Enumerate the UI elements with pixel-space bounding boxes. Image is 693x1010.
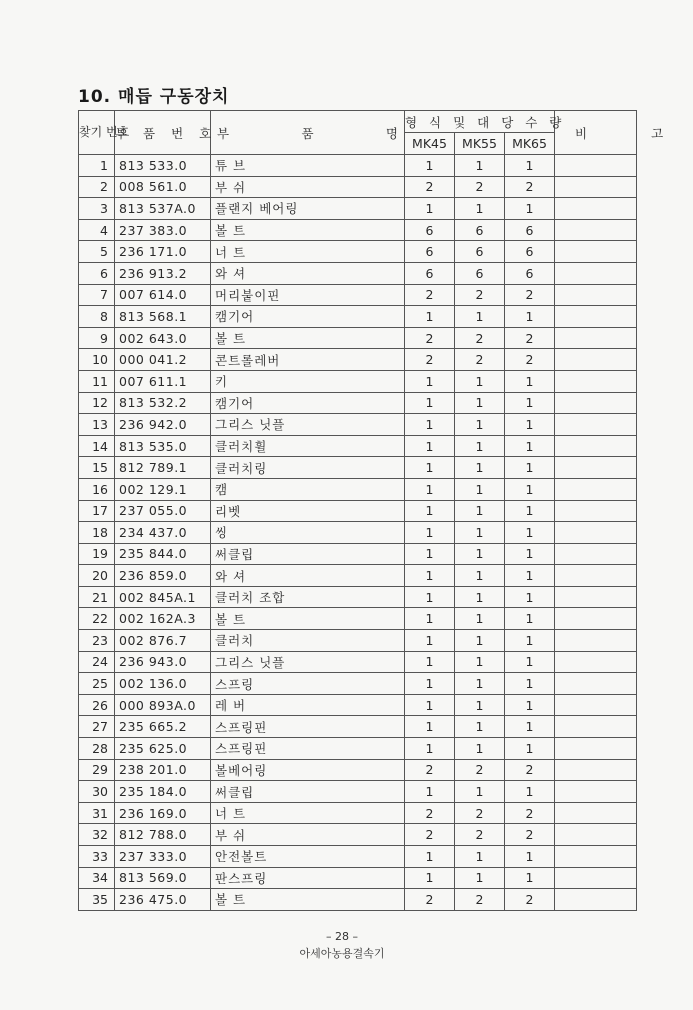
part-number-cell: 000 041.2	[115, 349, 211, 371]
remarks-cell	[555, 349, 637, 371]
remarks-cell	[555, 241, 637, 263]
part-number-cell: 237 333.0	[115, 846, 211, 868]
header-model-mk55: MK55	[455, 133, 505, 155]
qty-mk55-cell: 1	[455, 500, 505, 522]
qty-mk65-cell: 1	[505, 198, 555, 220]
find-number-cell: 22	[79, 608, 115, 630]
remarks-cell	[555, 867, 637, 889]
part-name-cell: 볼 트	[211, 608, 405, 630]
find-number-cell: 34	[79, 867, 115, 889]
part-name-cell: 와 셔	[211, 262, 405, 284]
find-number-cell: 12	[79, 392, 115, 414]
qty-mk55-cell: 6	[455, 241, 505, 263]
part-number-cell: 007 614.0	[115, 284, 211, 306]
qty-mk55-cell: 1	[455, 694, 505, 716]
part-number-cell: 002 129.1	[115, 478, 211, 500]
part-name-cell: 판스프링	[211, 867, 405, 889]
remarks-cell	[555, 694, 637, 716]
qty-mk55-cell: 1	[455, 478, 505, 500]
part-name-cell: 튜 브	[211, 155, 405, 177]
find-number-cell: 19	[79, 543, 115, 565]
table-row	[79, 478, 637, 500]
part-number-cell: 000 893A.0	[115, 694, 211, 716]
table-row	[79, 176, 637, 198]
part-number-cell: 813 533.0	[115, 155, 211, 177]
qty-mk65-cell: 1	[505, 867, 555, 889]
remarks-cell	[555, 738, 637, 760]
qty-mk45-cell: 1	[405, 500, 455, 522]
find-number-cell: 27	[79, 716, 115, 738]
qty-mk65-cell: 1	[505, 370, 555, 392]
parts-table-body	[79, 155, 637, 911]
part-number-cell: 238 201.0	[115, 759, 211, 781]
remarks-cell	[555, 392, 637, 414]
find-number-cell: 26	[79, 694, 115, 716]
qty-mk55-cell: 1	[455, 867, 505, 889]
qty-mk45-cell: 1	[405, 651, 455, 673]
qty-mk55-cell: 1	[455, 565, 505, 587]
qty-mk65-cell: 1	[505, 435, 555, 457]
remarks-cell	[555, 586, 637, 608]
table-row	[79, 630, 637, 652]
qty-mk65-cell: 1	[505, 565, 555, 587]
remarks-cell	[555, 500, 637, 522]
remarks-cell	[555, 478, 637, 500]
find-number-cell: 14	[79, 435, 115, 457]
qty-mk65-cell: 1	[505, 738, 555, 760]
table-row	[79, 327, 637, 349]
qty-mk55-cell: 1	[455, 738, 505, 760]
remarks-cell	[555, 781, 637, 803]
part-name-cell: 씽	[211, 522, 405, 544]
part-name-cell: 클러치링	[211, 457, 405, 479]
qty-mk65-cell: 2	[505, 759, 555, 781]
qty-mk45-cell: 1	[405, 370, 455, 392]
qty-mk55-cell: 1	[455, 414, 505, 436]
find-number-cell: 35	[79, 889, 115, 911]
find-number-cell: 15	[79, 457, 115, 479]
qty-mk45-cell: 2	[405, 284, 455, 306]
remarks-cell	[555, 802, 637, 824]
part-name-cell: 리벳	[211, 500, 405, 522]
part-number-cell: 236 942.0	[115, 414, 211, 436]
qty-mk65-cell: 2	[505, 284, 555, 306]
table-row	[79, 889, 637, 911]
table-row	[79, 457, 637, 479]
part-number-cell: 236 475.0	[115, 889, 211, 911]
remarks-cell	[555, 155, 637, 177]
table-row	[79, 198, 637, 220]
part-name-cell: 캠	[211, 478, 405, 500]
part-name-cell: 볼 트	[211, 219, 405, 241]
qty-mk55-cell: 1	[455, 846, 505, 868]
qty-mk45-cell: 2	[405, 349, 455, 371]
qty-mk55-cell: 6	[455, 262, 505, 284]
part-number-cell: 236 169.0	[115, 802, 211, 824]
qty-mk65-cell: 6	[505, 262, 555, 284]
part-number-cell: 236 859.0	[115, 565, 211, 587]
qty-mk65-cell: 1	[505, 306, 555, 328]
table-row	[79, 802, 637, 824]
remarks-cell	[555, 306, 637, 328]
table-row	[79, 673, 637, 695]
part-number-cell: 008 561.0	[115, 176, 211, 198]
qty-mk55-cell: 1	[455, 716, 505, 738]
remarks-cell	[555, 759, 637, 781]
qty-mk55-cell: 1	[455, 370, 505, 392]
qty-mk65-cell: 1	[505, 608, 555, 630]
table-row	[79, 608, 637, 630]
qty-mk65-cell: 2	[505, 889, 555, 911]
part-name-cell: 레 버	[211, 694, 405, 716]
part-name-cell: 볼베어링	[211, 759, 405, 781]
header-part-number: 부 품 번 호	[115, 111, 211, 155]
table-row	[79, 846, 637, 868]
remarks-cell	[555, 889, 637, 911]
remarks-cell	[555, 414, 637, 436]
remarks-cell	[555, 522, 637, 544]
table-row	[79, 370, 637, 392]
table-row	[79, 867, 637, 889]
part-number-cell: 235 184.0	[115, 781, 211, 803]
table-row	[79, 824, 637, 846]
part-name-cell: 플랜지 베어링	[211, 198, 405, 220]
find-number-cell: 28	[79, 738, 115, 760]
part-name-cell: 캠기어	[211, 392, 405, 414]
qty-mk55-cell: 2	[455, 176, 505, 198]
qty-mk55-cell: 2	[455, 824, 505, 846]
qty-mk45-cell: 1	[405, 457, 455, 479]
qty-mk55-cell: 1	[455, 781, 505, 803]
qty-mk55-cell: 6	[455, 219, 505, 241]
part-name-cell: 클러치	[211, 630, 405, 652]
part-number-cell: 002 876.7	[115, 630, 211, 652]
part-name-cell: 스프링핀	[211, 716, 405, 738]
header-model-mk65: MK65	[505, 133, 555, 155]
part-name-cell: 볼 트	[211, 889, 405, 911]
part-name-cell: 스프링	[211, 673, 405, 695]
table-row	[79, 500, 637, 522]
qty-mk45-cell: 1	[405, 586, 455, 608]
table-row	[79, 155, 637, 177]
qty-mk45-cell: 1	[405, 716, 455, 738]
qty-mk55-cell: 1	[455, 155, 505, 177]
qty-mk65-cell: 1	[505, 846, 555, 868]
qty-mk45-cell: 2	[405, 176, 455, 198]
qty-mk55-cell: 2	[455, 284, 505, 306]
header-part-name-mid: 품	[301, 125, 314, 141]
find-number-cell: 8	[79, 306, 115, 328]
table-row	[79, 284, 637, 306]
part-number-cell: 237 055.0	[115, 500, 211, 522]
find-number-cell: 31	[79, 802, 115, 824]
qty-mk65-cell: 6	[505, 219, 555, 241]
part-number-cell: 002 845A.1	[115, 586, 211, 608]
part-number-cell: 235 625.0	[115, 738, 211, 760]
table-row	[79, 781, 637, 803]
qty-mk55-cell: 1	[455, 651, 505, 673]
qty-mk55-cell: 1	[455, 608, 505, 630]
qty-mk65-cell: 1	[505, 414, 555, 436]
header-find-no: 찾기 번호	[79, 111, 115, 155]
remarks-cell	[555, 262, 637, 284]
qty-mk55-cell: 1	[455, 586, 505, 608]
qty-mk65-cell: 1	[505, 781, 555, 803]
qty-mk45-cell: 6	[405, 262, 455, 284]
qty-mk55-cell: 2	[455, 759, 505, 781]
find-number-cell: 21	[79, 586, 115, 608]
remarks-cell	[555, 219, 637, 241]
table-row	[79, 543, 637, 565]
part-name-cell: 너 트	[211, 802, 405, 824]
qty-mk65-cell: 1	[505, 522, 555, 544]
remarks-cell	[555, 565, 637, 587]
part-number-cell: 002 643.0	[115, 327, 211, 349]
find-number-cell: 7	[79, 284, 115, 306]
qty-mk65-cell: 2	[505, 327, 555, 349]
qty-mk55-cell: 2	[455, 802, 505, 824]
part-name-cell: 볼 트	[211, 327, 405, 349]
qty-mk55-cell: 1	[455, 543, 505, 565]
remarks-cell	[555, 846, 637, 868]
remarks-cell	[555, 457, 637, 479]
qty-mk45-cell: 2	[405, 327, 455, 349]
table-row	[79, 759, 637, 781]
part-name-cell: 와 셔	[211, 565, 405, 587]
part-number-cell: 002 136.0	[115, 673, 211, 695]
part-number-cell: 237 383.0	[115, 219, 211, 241]
part-number-cell: 236 913.2	[115, 262, 211, 284]
qty-mk55-cell: 1	[455, 522, 505, 544]
qty-mk45-cell: 6	[405, 241, 455, 263]
remarks-cell	[555, 284, 637, 306]
find-number-cell: 20	[79, 565, 115, 587]
qty-mk55-cell: 1	[455, 435, 505, 457]
find-number-cell: 10	[79, 349, 115, 371]
qty-mk45-cell: 1	[405, 543, 455, 565]
table-row	[79, 694, 637, 716]
qty-mk65-cell: 1	[505, 651, 555, 673]
table-row	[79, 565, 637, 587]
part-name-cell: 캠기어	[211, 306, 405, 328]
find-number-cell: 5	[79, 241, 115, 263]
part-name-cell: 머리붙이핀	[211, 284, 405, 306]
remarks-cell	[555, 608, 637, 630]
qty-mk45-cell: 2	[405, 824, 455, 846]
remarks-cell	[555, 327, 637, 349]
table-row	[79, 306, 637, 328]
qty-mk65-cell: 1	[505, 500, 555, 522]
remarks-cell	[555, 543, 637, 565]
find-number-cell: 1	[79, 155, 115, 177]
section-title: 10. 매듭 구동장치	[78, 87, 230, 107]
qty-mk45-cell: 1	[405, 781, 455, 803]
qty-mk55-cell: 2	[455, 889, 505, 911]
qty-mk45-cell: 1	[405, 867, 455, 889]
part-name-cell: 클러치 조합	[211, 586, 405, 608]
part-number-cell: 235 844.0	[115, 543, 211, 565]
find-number-cell: 13	[79, 414, 115, 436]
part-name-cell: 너 트	[211, 241, 405, 263]
qty-mk45-cell: 1	[405, 846, 455, 868]
part-number-cell: 813 537A.0	[115, 198, 211, 220]
part-number-cell: 813 569.0	[115, 867, 211, 889]
part-number-cell: 002 162A.3	[115, 608, 211, 630]
part-number-cell: 813 568.1	[115, 306, 211, 328]
qty-mk65-cell: 2	[505, 824, 555, 846]
table-row	[79, 586, 637, 608]
part-name-cell: 클러치휠	[211, 435, 405, 457]
qty-mk65-cell: 1	[505, 155, 555, 177]
part-name-cell: 부 쉬	[211, 176, 405, 198]
part-number-cell: 813 535.0	[115, 435, 211, 457]
table-row	[79, 435, 637, 457]
find-number-cell: 16	[79, 478, 115, 500]
find-number-cell: 2	[79, 176, 115, 198]
qty-mk55-cell: 2	[455, 327, 505, 349]
qty-mk65-cell: 2	[505, 802, 555, 824]
qty-mk55-cell: 1	[455, 392, 505, 414]
qty-mk55-cell: 1	[455, 630, 505, 652]
part-number-cell: 236 171.0	[115, 241, 211, 263]
qty-mk45-cell: 1	[405, 478, 455, 500]
part-name-cell: 그리스 닛플	[211, 414, 405, 436]
find-number-cell: 3	[79, 198, 115, 220]
table-row	[79, 392, 637, 414]
table-row	[79, 349, 637, 371]
part-name-cell: 키	[211, 370, 405, 392]
find-number-cell: 6	[79, 262, 115, 284]
remarks-cell	[555, 630, 637, 652]
part-number-cell: 236 943.0	[115, 651, 211, 673]
header-remarks: 비 고	[555, 111, 637, 155]
page-number: – 28 –	[326, 930, 358, 943]
part-name-cell: 스프링핀	[211, 738, 405, 760]
part-number-cell: 234 437.0	[115, 522, 211, 544]
part-name-cell: 그리스 닛플	[211, 651, 405, 673]
table-row	[79, 716, 637, 738]
remarks-cell	[555, 824, 637, 846]
qty-mk65-cell: 6	[505, 241, 555, 263]
qty-mk45-cell: 1	[405, 630, 455, 652]
table-row	[79, 414, 637, 436]
table-row	[79, 241, 637, 263]
qty-mk65-cell: 1	[505, 694, 555, 716]
remarks-cell	[555, 176, 637, 198]
header-part-name-left: 부	[217, 125, 230, 141]
qty-mk65-cell: 1	[505, 478, 555, 500]
remarks-cell	[555, 370, 637, 392]
qty-mk65-cell: 2	[505, 349, 555, 371]
qty-mk45-cell: 2	[405, 889, 455, 911]
qty-mk65-cell: 1	[505, 392, 555, 414]
qty-mk55-cell: 1	[455, 306, 505, 328]
qty-mk45-cell: 2	[405, 802, 455, 824]
qty-mk55-cell: 1	[455, 457, 505, 479]
find-number-cell: 4	[79, 219, 115, 241]
qty-mk65-cell: 1	[505, 630, 555, 652]
qty-mk45-cell: 1	[405, 392, 455, 414]
part-number-cell: 812 789.1	[115, 457, 211, 479]
qty-mk45-cell: 1	[405, 198, 455, 220]
part-name-cell: 써클립	[211, 543, 405, 565]
find-number-cell: 17	[79, 500, 115, 522]
part-name-cell: 안전볼트	[211, 846, 405, 868]
header-model-mk45: MK45	[405, 133, 455, 155]
table-row	[79, 219, 637, 241]
qty-mk45-cell: 1	[405, 155, 455, 177]
qty-mk45-cell: 1	[405, 738, 455, 760]
header-part-name	[211, 111, 405, 155]
header-part-name-right: 명	[385, 125, 398, 141]
table-row	[79, 262, 637, 284]
find-number-cell: 23	[79, 630, 115, 652]
find-number-cell: 29	[79, 759, 115, 781]
table-row	[79, 651, 637, 673]
qty-mk45-cell: 1	[405, 694, 455, 716]
part-number-cell: 235 665.2	[115, 716, 211, 738]
find-number-cell: 24	[79, 651, 115, 673]
find-number-cell: 11	[79, 370, 115, 392]
qty-mk65-cell: 1	[505, 716, 555, 738]
publisher-name: 아세아농용결속기	[299, 947, 385, 960]
qty-mk65-cell: 1	[505, 543, 555, 565]
remarks-cell	[555, 435, 637, 457]
remarks-cell	[555, 651, 637, 673]
find-number-cell: 9	[79, 327, 115, 349]
header-qty-group: 형 식 및 대 당 수 량	[405, 111, 555, 133]
remarks-cell	[555, 673, 637, 695]
part-number-cell: 813 532.2	[115, 392, 211, 414]
remarks-cell	[555, 716, 637, 738]
qty-mk55-cell: 1	[455, 198, 505, 220]
qty-mk45-cell: 1	[405, 522, 455, 544]
table-row	[79, 738, 637, 760]
find-number-cell: 30	[79, 781, 115, 803]
part-name-cell: 콘트롤레버	[211, 349, 405, 371]
part-name-cell: 부 쉬	[211, 824, 405, 846]
qty-mk65-cell: 1	[505, 457, 555, 479]
find-number-cell: 33	[79, 846, 115, 868]
part-number-cell: 007 611.1	[115, 370, 211, 392]
find-number-cell: 32	[79, 824, 115, 846]
qty-mk55-cell: 2	[455, 349, 505, 371]
remarks-cell	[555, 198, 637, 220]
qty-mk45-cell: 1	[405, 306, 455, 328]
table-row	[79, 522, 637, 544]
qty-mk45-cell: 1	[405, 673, 455, 695]
qty-mk45-cell: 1	[405, 435, 455, 457]
qty-mk65-cell: 1	[505, 586, 555, 608]
qty-mk65-cell: 1	[505, 673, 555, 695]
qty-mk65-cell: 2	[505, 176, 555, 198]
qty-mk55-cell: 1	[455, 673, 505, 695]
find-number-cell: 25	[79, 673, 115, 695]
qty-mk45-cell: 1	[405, 414, 455, 436]
find-number-cell: 18	[79, 522, 115, 544]
qty-mk45-cell: 2	[405, 759, 455, 781]
part-name-cell: 써클립	[211, 781, 405, 803]
qty-mk45-cell: 1	[405, 608, 455, 630]
qty-mk45-cell: 6	[405, 219, 455, 241]
qty-mk45-cell: 1	[405, 565, 455, 587]
part-number-cell: 812 788.0	[115, 824, 211, 846]
parts-table	[78, 110, 693, 911]
